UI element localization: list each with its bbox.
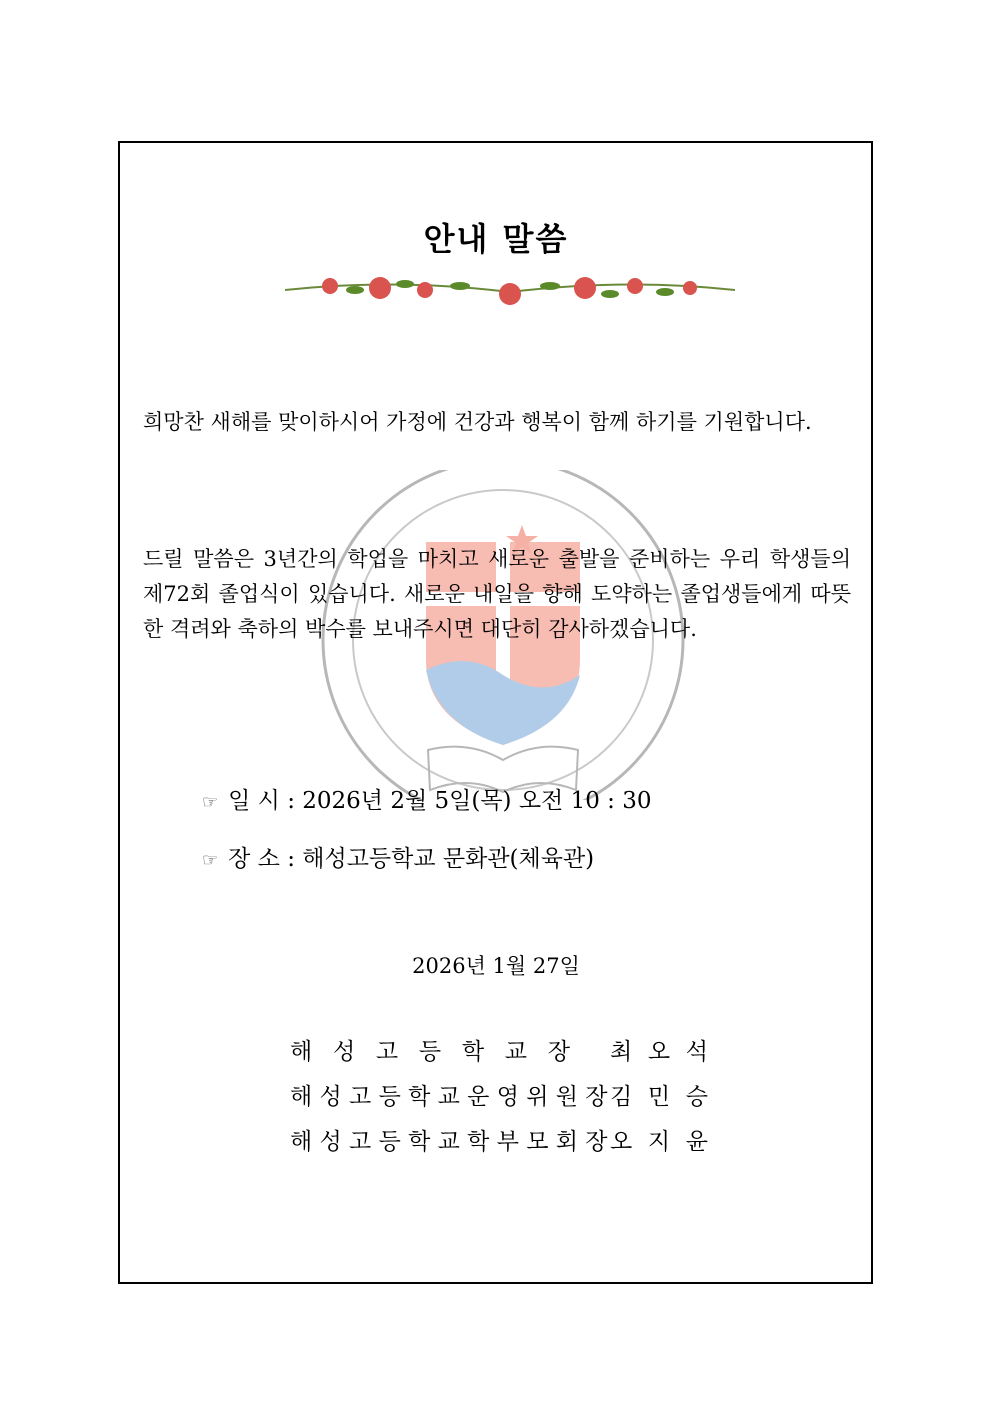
info-label: 일 시 :: [228, 788, 295, 814]
info-value: 2026년 2월 5일(목) 오전 10 : 30: [302, 788, 652, 814]
signatory: [290, 1123, 708, 1156]
pointing-hand-icon: ☞: [202, 850, 219, 871]
info-value: 해성고등학교 문화관(체육관): [302, 846, 595, 872]
greeting-paragraph: 희망찬 새해를 맞이하시어 가정에 건강과 행복이 함께 하기를 기원합니다.: [143, 410, 812, 434]
signatory-org: 해 성 고 등 학 교 장: [290, 1039, 570, 1065]
info-location: [202, 840, 594, 873]
signatory-org: 해 성 고 등 학 교 운 영 위 원 장: [290, 1084, 608, 1110]
signatory-name: 오 지 윤: [610, 1129, 708, 1155]
signatory-org: 해 성 고 등 학 교 학 부 모 회 장: [290, 1129, 608, 1155]
signatory: [290, 1078, 708, 1111]
info-label: 장 소 :: [228, 846, 295, 872]
signatory: [290, 1033, 708, 1066]
document-date: 2026년 1월 27일: [412, 954, 580, 978]
signatory-name: 최 오 석: [610, 1039, 708, 1065]
page-title: 안내 말씀: [423, 220, 569, 258]
signatory-name: 김 민 승: [610, 1084, 708, 1110]
announcement-paragraph: 드릴 말씀은 3년간의 학업을 마치고 새로운 출발을 준비하는 우리 학생들의 제72회 졸업식이 있습니다. 새로운 내일을 향해 도약하는 졸업생들에게 따뜻한 격려와 축하의 박수를 보내주시면 대단히 감사하겠습니다.: [143, 547, 851, 641]
pointing-hand-icon: ☞: [202, 792, 219, 813]
flower-garland-decoration: [285, 268, 735, 308]
info-datetime: [202, 782, 651, 815]
